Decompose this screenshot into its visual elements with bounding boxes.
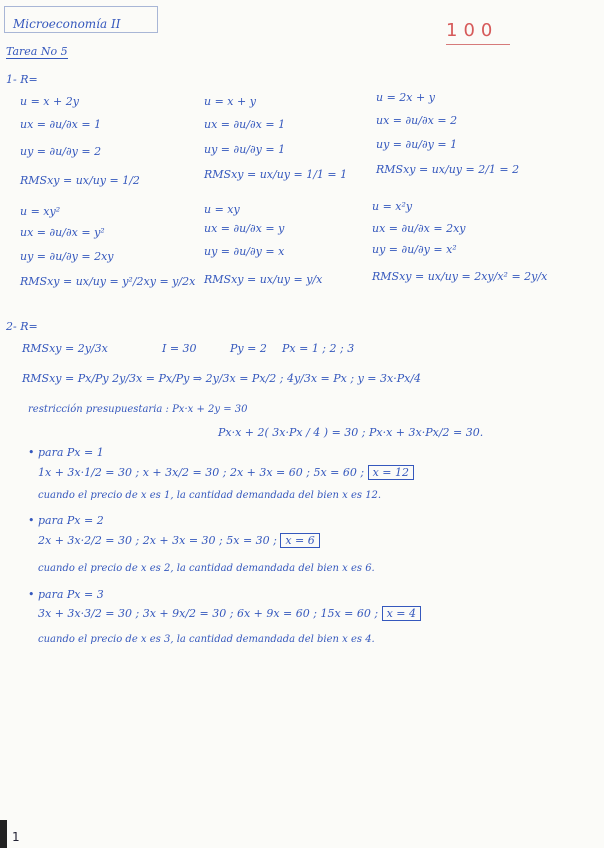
s1-r2-c3-line3: uy = ∂u/∂y = x² bbox=[372, 243, 457, 256]
case2-steps bbox=[38, 534, 320, 547]
s1-r2-c2-line3: uy = ∂u/∂y = x bbox=[204, 245, 285, 258]
page-number: 1 bbox=[12, 830, 20, 844]
s1-r2-c1-line1: u = xy² bbox=[20, 205, 61, 218]
s1-r1-c2-line3: uy = ∂u/∂y = 1 bbox=[204, 143, 286, 156]
s2-px-values: Px = 1 ; 2 ; 3 bbox=[282, 342, 355, 355]
s2-budget: restricción presupuestaria : Px·x + 2y = 30 bbox=[28, 404, 248, 415]
s1-r2-c3-line1: u = x²y bbox=[372, 200, 413, 213]
s1-r2-c2-line4: RMSxy = ux/uy = y/x bbox=[204, 273, 323, 286]
case2-steps-text: 2x + 3x·2/2 = 30 ; 2x + 3x = 30 ; 5x = 30 ; bbox=[38, 534, 277, 547]
case3-steps bbox=[38, 607, 421, 620]
case3-steps-text: 3x + 3x·3/2 = 30 ; 3x + 9x/2 = 30 ; 6x + 9x = 60 ; 15x = 60 ; bbox=[38, 607, 379, 620]
s1-r1-c1-line4: RMSxy = ux/uy = 1/2 bbox=[20, 174, 140, 187]
s1-r2-c3-line2: ux = ∂u/∂x = 2xy bbox=[372, 222, 466, 235]
case3-conclusion: cuando el precio de x es 3, la cantidad demandada del bien x es 4. bbox=[38, 634, 375, 645]
s1-r2-c1-line2: ux = ∂u/∂x = y² bbox=[20, 226, 105, 239]
s2-rms: RMSxy = 2y/3x bbox=[22, 342, 108, 355]
grade-score: 100 bbox=[446, 20, 499, 41]
s2-substitution: Px·x + 2( 3x·Px / 4 ) = 30 ; Px·x + 3x·Px/2 = 30. bbox=[218, 426, 484, 439]
s1-r2-c1-line3: uy = ∂u/∂y = 2xy bbox=[20, 250, 114, 263]
s1-r1-c2-line4: RMSxy = ux/uy = 1/1 = 1 bbox=[204, 168, 348, 181]
case1-heading: • para Px = 1 bbox=[28, 446, 104, 459]
assignment-label: Tarea No 5 bbox=[6, 45, 68, 58]
grade-underline bbox=[446, 44, 510, 45]
s1-r1-c1-line3: uy = ∂u/∂y = 2 bbox=[20, 145, 102, 158]
s2-py: Py = 2 bbox=[230, 342, 267, 355]
s1-r2-c2-line1: u = xy bbox=[204, 203, 240, 216]
section1-label: 1- R= bbox=[6, 73, 38, 86]
case2-heading: • para Px = 2 bbox=[28, 514, 104, 527]
case1-answer: x = 12 bbox=[368, 465, 414, 480]
case2-conclusion: cuando el precio de x es 2, la cantidad demandada del bien x es 6. bbox=[38, 563, 375, 574]
course-title: Microeconomía II bbox=[13, 17, 121, 31]
s1-r1-c2-line1: u = x + y bbox=[204, 95, 256, 108]
section2-label: 2- R= bbox=[6, 320, 38, 333]
s1-r1-c1-line1: u = x + 2y bbox=[20, 95, 79, 108]
s1-r2-c3-line4: RMSxy = ux/uy = 2xy/x² = 2y/x bbox=[372, 270, 548, 283]
s1-r1-c3-line3: uy = ∂u/∂y = 1 bbox=[376, 138, 458, 151]
s1-r2-c1-line4: RMSxy = ux/uy = y²/2xy = y/2x bbox=[20, 275, 196, 288]
s2-equilibrium: RMSxy = Px/Py 2y/3x = Px/Py ⇒ 2y/3x = Px/2 ; 4y/3x = Px ; y = 3x·Px/4 bbox=[22, 372, 422, 385]
s1-r1-c1-line2: ux = ∂u/∂x = 1 bbox=[20, 118, 102, 131]
s1-r1-c3-line2: ux = ∂u/∂x = 2 bbox=[376, 114, 458, 127]
s1-r1-c2-line2: ux = ∂u/∂x = 1 bbox=[204, 118, 286, 131]
case3-heading: • para Px = 3 bbox=[28, 588, 104, 601]
s2-income: I = 30 bbox=[162, 342, 197, 355]
s1-r2-c2-line2: ux = ∂u/∂x = y bbox=[204, 222, 285, 235]
s1-r1-c3-line4: RMSxy = ux/uy = 2/1 = 2 bbox=[376, 163, 520, 176]
s1-r1-c3-line1: u = 2x + y bbox=[376, 91, 435, 104]
course-title-box bbox=[4, 6, 158, 33]
case1-steps bbox=[38, 466, 414, 479]
case3-answer: x = 4 bbox=[382, 606, 421, 621]
case2-answer: x = 6 bbox=[280, 533, 319, 548]
case1-steps-text: 1x + 3x·1/2 = 30 ; x + 3x/2 = 30 ; 2x + 3x = 60 ; 5x = 60 ; bbox=[38, 466, 365, 479]
case1-conclusion: cuando el precio de x es 1, la cantidad demandada del bien x es 12. bbox=[38, 490, 382, 501]
binding-edge bbox=[0, 820, 7, 848]
